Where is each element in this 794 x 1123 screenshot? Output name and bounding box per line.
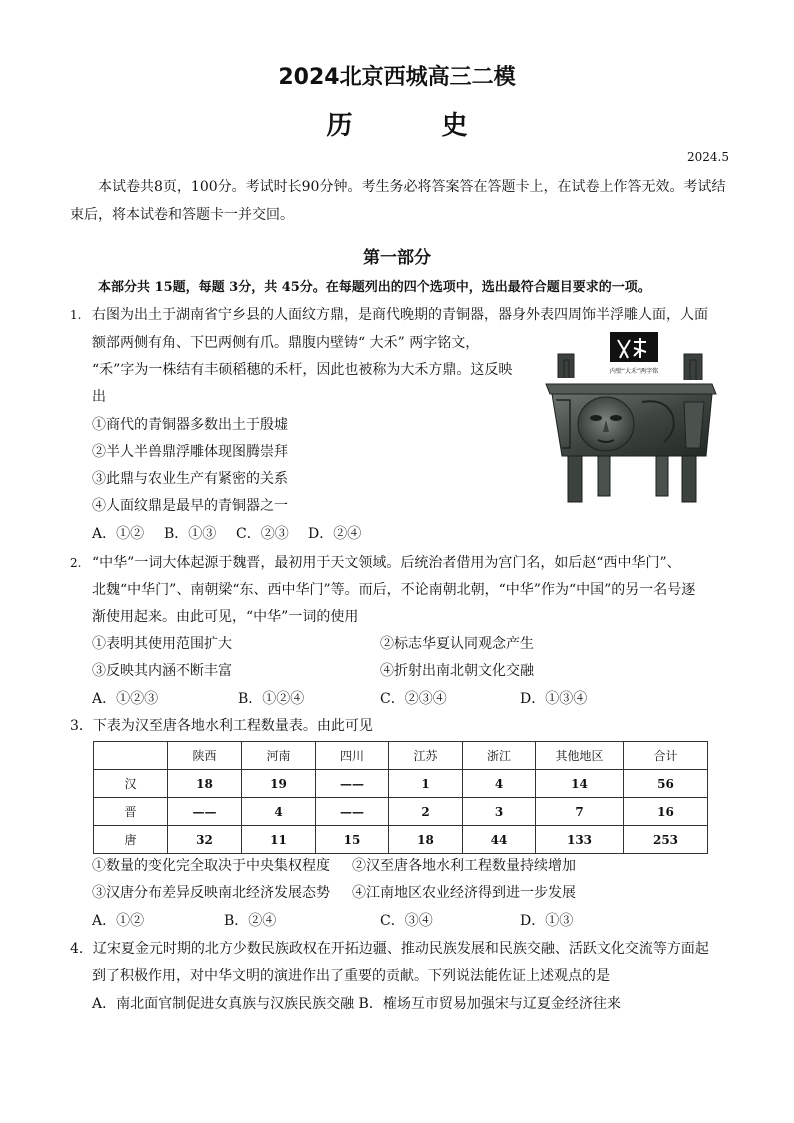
q2-stem-line-3: 渐使用起来。由此可见，“中华”一词的使用 [92, 609, 359, 625]
q1-stem-line-3: “禾”字为一株结有丰硕稻穗的禾杆，因此也被称为大禾方鼎。这反映 [92, 362, 513, 378]
q3-answer-c: C．③④ [380, 913, 433, 929]
table-cell: —— [168, 798, 242, 826]
table-cell: 2 [389, 798, 463, 826]
q1-stem-line-4: 出 [92, 389, 106, 405]
table-header-cell [94, 742, 168, 770]
q1-option-3: ③此鼎与农业生产有紧密的关系 [92, 471, 288, 487]
table-header-cell: 陕西 [168, 742, 242, 770]
table-header-cell: 浙江 [463, 742, 536, 770]
table-cell: 18 [168, 770, 242, 798]
q1-stem-line-2: 额部两侧有角、下巴两侧有爪。鼎腹内壁铸“ 大禾” 两字铭文， [92, 335, 480, 351]
q4-stem-line-1: 4．辽宋夏金元时期的北方少数民族政权在开拓边疆、推动民族发展和民族交融、活跃文化交流等方面起 [70, 941, 709, 957]
table-header-row [94, 742, 708, 770]
q1-option-2: ②半人半兽鼎浮雕体现图腾崇拜 [92, 444, 288, 460]
q2-number: 2. [70, 556, 82, 570]
subject-title: 历 史 [326, 111, 508, 141]
exam-title: 2024北京西城高三二模 [278, 65, 516, 90]
section-note: 本部分共 15题，每题 3分，共 45分。在每题列出的四个选项中，选出最符合题目要求的一项。 [98, 280, 651, 295]
q1-answer-a: A．①② [92, 526, 145, 542]
irrigation-table [93, 741, 708, 854]
right-handle [684, 354, 702, 380]
table-cell: 253 [624, 826, 708, 854]
instructions-line-1: 本试卷共8页，100分。考试时长90分钟。考生务必将答案答在答题卡上，在试卷上作答无效。考试结 [98, 179, 726, 195]
q2-option-2: ②标志华夏认同观念产生 [380, 636, 534, 652]
table-cell: 晋 [94, 798, 168, 826]
q2-answer-c: C．②③④ [380, 691, 447, 707]
q3-option-1: ①数量的变化完全取决于中央集权程度 [92, 858, 330, 874]
table-row [94, 770, 708, 798]
q2-answer-a: A．①②③ [92, 691, 159, 707]
table-cell: —— [316, 798, 389, 826]
q2-stem-line-1: “中华”一词大体起源于魏晋，最初用于天文领域。后统治者借用为宫门名，如后赵“西中华门”、 [92, 555, 681, 571]
table-cell: 133 [536, 826, 624, 854]
ding-leg-2 [598, 456, 610, 496]
exam-date: 2024.5 [687, 150, 729, 164]
q3-answer-b: B．②④ [224, 913, 277, 929]
q4-options-ab: A．南北面官制促进女真族与汉族民族交融 B．榷场互市贸易加强宋与辽夏金经济往来 [92, 996, 621, 1012]
q3-stem: 3．下表为汉至唐各地水利工程数量表。由此可见 [70, 718, 373, 734]
table-header-cell: 河南 [242, 742, 316, 770]
table-cell: 44 [463, 826, 536, 854]
table-cell: —— [316, 770, 389, 798]
table-cell: 4 [242, 798, 316, 826]
table-cell: 16 [624, 798, 708, 826]
instructions-line-2: 束后，将本试卷和答题卡一并交回。 [70, 207, 294, 223]
q3-option-2: ②汉至唐各地水利工程数量持续增加 [352, 858, 576, 874]
q1-option-1: ①商代的青铜器多数出土于殷墟 [92, 417, 288, 433]
table-cell: 32 [168, 826, 242, 854]
q3-option-4: ④江南地区农业经济得到进一步发展 [352, 885, 576, 901]
inscription-box [610, 332, 658, 362]
left-handle [558, 354, 574, 378]
table-header-cell: 其他地区 [536, 742, 624, 770]
table-cell: 1 [389, 770, 463, 798]
table-row [94, 798, 708, 826]
q1-answer-c: C．②③ [236, 526, 289, 542]
table-header-cell: 合计 [624, 742, 708, 770]
q2-answer-d: D．①③④ [520, 691, 588, 707]
q2-answer-b: B．①②④ [238, 691, 305, 707]
table-cell: 14 [536, 770, 624, 798]
table-row [94, 826, 708, 854]
q2-option-1: ①表明其使用范围扩大 [92, 636, 232, 652]
table-cell: 7 [536, 798, 624, 826]
ding-leg-3 [656, 456, 668, 496]
table-cell: 3 [463, 798, 536, 826]
q2-stem-line-2: 北魏“中华门”、南朝梁“东、西中华门”等。而后，不论南朝北朝，“中华”作为“中国”的另一名号逐 [92, 582, 696, 598]
q4-stem-line-2: 到了积极作用，对中华文明的演进作出了重要的贡献。下列说法能佐证上述观点的是 [92, 968, 610, 984]
table-cell: 4 [463, 770, 536, 798]
q1-answer-d: D．②④ [308, 526, 362, 542]
q1-answer-b: B．①③ [164, 526, 217, 542]
q1-stem-line-1: 右图为出土于湖南省宁乡县的人面纹方鼎，是商代晚期的青铜器，器身外表四周饰半浮雕人面，人面 [92, 307, 708, 323]
bronze-ding-image [544, 328, 719, 510]
ding-rim [546, 384, 716, 394]
table-cell: 汉 [94, 770, 168, 798]
q3-answer-a: A．①② [92, 913, 145, 929]
q2-option-4: ④折射出南北朝文化交融 [380, 663, 534, 679]
ding-leg-1 [568, 456, 582, 502]
table-cell: 唐 [94, 826, 168, 854]
table-header-cell: 江苏 [389, 742, 463, 770]
table-cell: 56 [624, 770, 708, 798]
section-title: 第一部分 [363, 248, 431, 268]
table-header-cell: 四川 [316, 742, 389, 770]
q3-option-3: ③汉唐分布差异反映南北经济发展态势 [92, 885, 330, 901]
inscription-caption: 内壁“大禾”两字铭 [609, 368, 659, 375]
q2-option-3: ③反映其内涵不断丰富 [92, 663, 232, 679]
q1-number: 1. [70, 308, 82, 322]
table-cell: 19 [242, 770, 316, 798]
q3-answer-d: D．①③ [520, 913, 574, 929]
table-cell: 11 [242, 826, 316, 854]
table-cell: 15 [316, 826, 389, 854]
table-cell: 18 [389, 826, 463, 854]
ding-leg-4 [682, 456, 696, 502]
q1-option-4: ④人面纹鼎是最早的青铜器之一 [92, 498, 288, 514]
